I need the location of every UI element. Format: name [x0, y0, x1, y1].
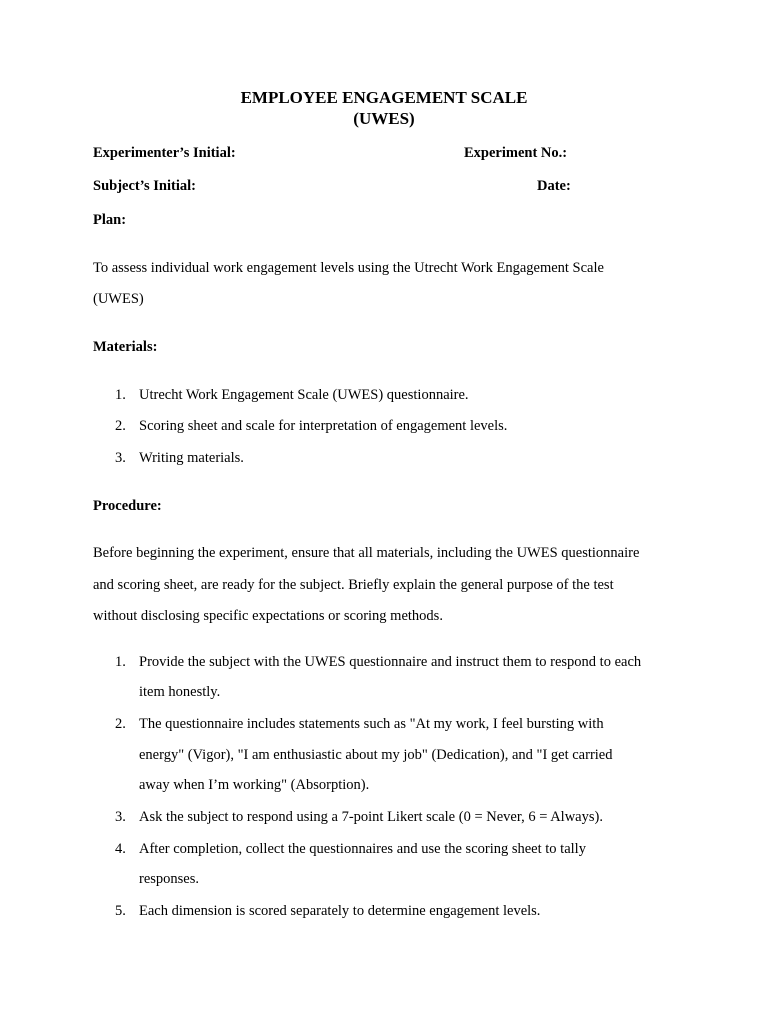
list-item-text: Scoring sheet and scale for interpretation of engagement levels.: [139, 418, 508, 434]
list-item-text: Ask the subject to respond using a 7-point Likert scale (0 = Never, 6 = Always).: [139, 809, 603, 825]
list-item-number: 3.: [115, 450, 126, 466]
list-item-text: responses.: [139, 871, 200, 887]
experiment-no-label: Experiment No.:: [464, 145, 568, 161]
procedure-intro-line: and scoring sheet, are ready for the subject. Briefly explain the general purpose of the test: [93, 577, 614, 593]
list-item-number: 3.: [115, 809, 126, 825]
list-item-text: Utrecht Work Engagement Scale (UWES) questionnaire.: [139, 387, 469, 403]
date-label: Date:: [537, 178, 571, 194]
list-item-number: 1.: [115, 654, 126, 670]
procedure-intro-line: without disclosing specific expectations or scoring methods.: [93, 608, 443, 624]
list-item-number: 4.: [115, 841, 126, 857]
list-item-number: 1.: [115, 387, 126, 403]
subject-initial-label: Subject’s Initial:: [93, 178, 196, 194]
list-item-text: away when I’m working" (Absorption).: [139, 777, 370, 793]
experimenter-initial-label: Experimenter’s Initial:: [93, 145, 236, 161]
procedure-intro-line: Before beginning the experiment, ensure that all materials, including the UWES questionnaire: [93, 545, 640, 561]
list-item-text: Writing materials.: [139, 450, 244, 466]
list-item-number: 2.: [115, 716, 126, 732]
list-item-text: energy" (Vigor), "I am enthusiastic about my job" (Dedication), and "I get carried: [139, 747, 613, 763]
plan-text-line: (UWES): [93, 291, 144, 307]
list-item-text: The questionnaire includes statements such as "At my work, I feel bursting with: [139, 716, 604, 732]
plan-text-line: To assess individual work engagement levels using the Utrecht Work Engagement Scale: [93, 260, 604, 276]
list-item-number: 2.: [115, 418, 126, 434]
document-subtitle: (UWES): [353, 109, 415, 128]
list-item-text: item honestly.: [139, 684, 221, 700]
list-item-text: After completion, collect the questionnaires and use the scoring sheet to tally: [139, 841, 586, 857]
list-item-text: Each dimension is scored separately to determine engagement levels.: [139, 903, 541, 919]
procedure-heading: Procedure:: [93, 498, 162, 514]
materials-heading: Materials:: [93, 339, 158, 355]
plan-heading: Plan:: [93, 212, 127, 228]
list-item-text: Provide the subject with the UWES questionnaire and instruct them to respond to each: [139, 654, 642, 670]
document-title: EMPLOYEE ENGAGEMENT SCALE: [240, 88, 528, 107]
list-item-number: 5.: [115, 903, 126, 919]
